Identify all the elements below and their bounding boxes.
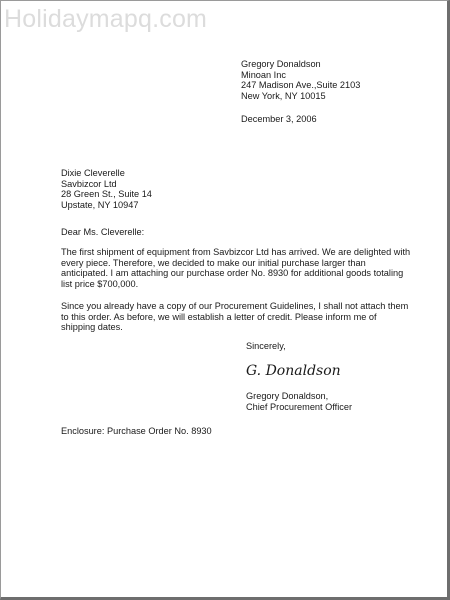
signer-block [246,391,352,412]
enclosure-line: Enclosure: Purchase Order No. 8930 [61,426,212,436]
recipient-name: Dixie Cleverelle [61,168,125,178]
sender-company: Minoan Inc [241,69,286,80]
body-paragraph-2: Since you already have a copy of our Procurement Guidelines, I shall not attach them to this order. As before, we will establish a letter of credit. Please inform me of shipping dates. [61,301,409,333]
body-paragraph-1: The first shipment of equipment from Savbizcor Ltd has arrived. We are delighted with every piece. Therefore, we decided to make our initial purchase larger than anticipated. I am attaching our purchase order No. 8930 for additional goods totaling list price $700,000. [61,247,411,290]
recipient-street: 28 Green St., Suite 14 [61,189,152,200]
sender-address [241,59,360,102]
recipient-company: Savbizcor Ltd [61,178,117,189]
letter-date: December 3, 2006 [241,114,317,124]
recipient-address [61,168,152,211]
sender-name: Gregory Donaldson [241,59,321,69]
signer-name: Gregory Donaldson, [246,391,329,401]
watermark: Holidaymapq.com [4,5,208,33]
signer-title: Chief Procurement Officer [246,401,353,412]
sender-street: 247 Madison Ave.,Suite 2103 [241,80,361,91]
closing: Sincerely, [246,341,286,351]
signature: G. Donaldson [246,363,341,379]
sender-city: New York, NY 10015 [241,91,326,102]
recipient-city: Upstate, NY 10947 [61,200,139,211]
salutation: Dear Ms. Cleverelle: [61,227,145,237]
